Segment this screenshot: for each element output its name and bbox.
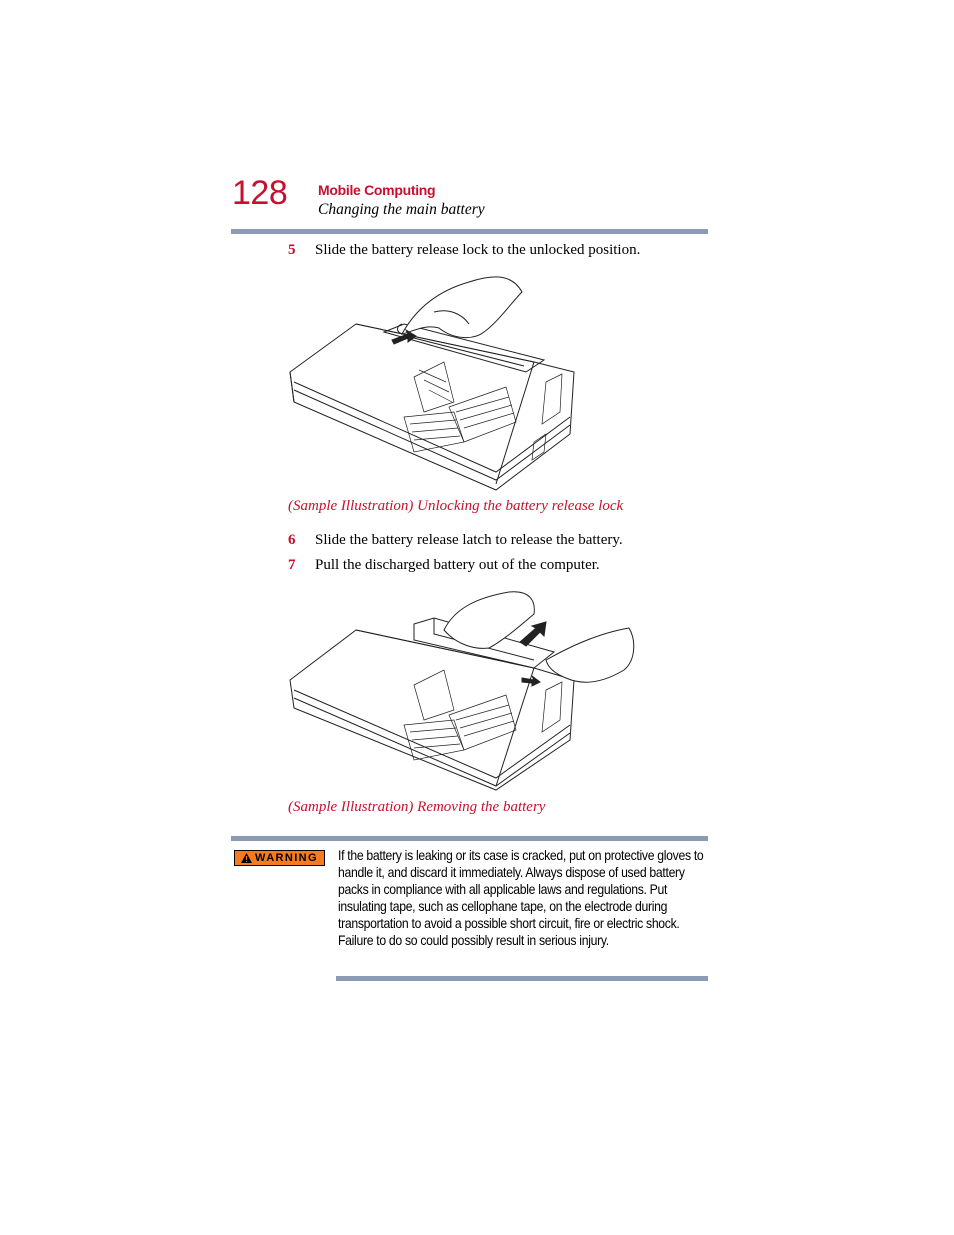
laptop-unlock-illustration [284, 262, 584, 497]
step-text: Slide the battery release latch to release the battery. [315, 532, 623, 548]
header-rule [231, 229, 708, 234]
warning-rule-bottom [336, 976, 708, 981]
warning-label: WARNING [255, 852, 318, 864]
warning-text: If the battery is leaking or its case is cracked, put on protective gloves to handle it, and discard it immediately. Always dispose of used battery packs in compliance with all applicable laws and regulations. Put insulating tape, such as cellophane tape, on the electrode during transportation to avoid a possible short circuit, fire or electric shock. Failure to do so could possibly result in serious injury. [338, 848, 704, 948]
step-6 [288, 531, 623, 549]
figure-caption: (Sample Illustration) Unlocking the battery release lock [288, 498, 624, 514]
section-title: Mobile Computing [318, 182, 436, 198]
step-text: Slide the battery release lock to the unlocked position. [315, 242, 641, 258]
subsection-title: Changing the main battery [318, 201, 485, 218]
laptop-remove-battery-illustration [284, 590, 644, 800]
step-7 [288, 556, 600, 574]
step-5 [288, 241, 640, 259]
step-number: 7 [288, 557, 296, 573]
figure-caption: (Sample Illustration) Removing the battery [288, 799, 546, 815]
step-number: 6 [288, 532, 296, 548]
page-number: 128 [232, 174, 288, 212]
step-number: 5 [288, 242, 296, 258]
step-text: Pull the discharged battery out of the computer. [315, 557, 600, 573]
warning-badge [234, 850, 325, 866]
warning-rule-top [231, 836, 708, 841]
warning-triangle-icon [241, 853, 252, 863]
